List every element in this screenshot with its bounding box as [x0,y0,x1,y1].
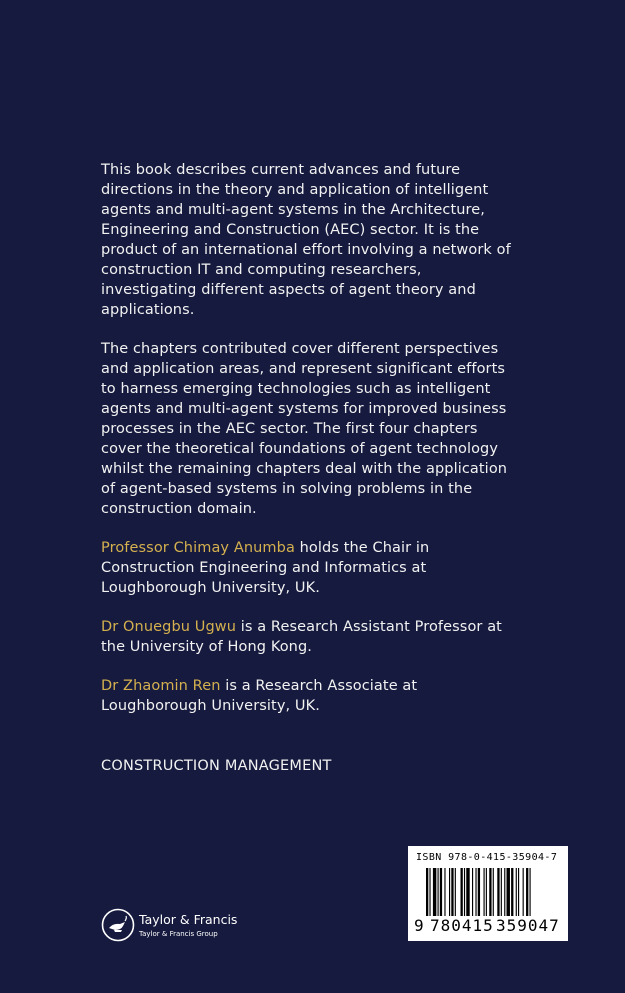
blurb-paragraph-2: The chapters contributed cover different perspectives and application areas, and represent significant efforts to harness emerging technologies such as intelligent agents and multi-agent systems for improved business processes in the AEC sector. The first four chapters cover the theoretical foundations of agent technology whilst the remaining chapters deal with the application of agent-based systems in solving problems in the construction domain. [101,341,508,517]
author-name-2: Dr Onuegbu Ugwu [101,619,237,635]
isbn-barcode [408,846,568,941]
ean-left-digits: 780415 [430,916,494,935]
ean-right-digits: 359047 [496,916,560,935]
author-name-1: Professor Chimay Anumba [101,540,295,556]
author-bio-2 [101,617,521,657]
author-bio-text-3: is a Research Associate at Loughborough University, UK. [101,678,418,714]
publisher-name: Taylor & Francis [139,912,238,927]
publisher-logo [101,908,281,948]
author-name-3: Dr Zhaomin Ren [101,678,221,694]
author-bio-1 [101,538,521,598]
ean-first-digit: 9 [414,916,424,935]
blurb [101,160,521,735]
author-bio-3 [101,676,521,716]
barcode-bars [426,868,562,916]
blurb-paragraph-1: This book describes current advances and future directions in the theory and application of intelligent agents and multi-agent systems in the Architecture, Engineering and Construction (AEC) sector. It is the product of an international effort involving a network of construction IT and computing researchers, investigating different aspects of agent theory and applications. [101,162,511,318]
lamp-icon [101,908,135,942]
isbn-label: ISBN 978-0-415-35904-7 [416,852,558,863]
author-bio-text-1: holds the Chair in Construction Engineering and Informatics at Loughborough University, UK. [101,540,430,596]
publisher-group: Taylor & Francis Group [139,930,218,938]
subject-category: CONSTRUCTION MANAGEMENT [101,758,332,774]
author-bio-text-2: is a Research Assistant Professor at the University of Hong Kong. [101,619,502,655]
